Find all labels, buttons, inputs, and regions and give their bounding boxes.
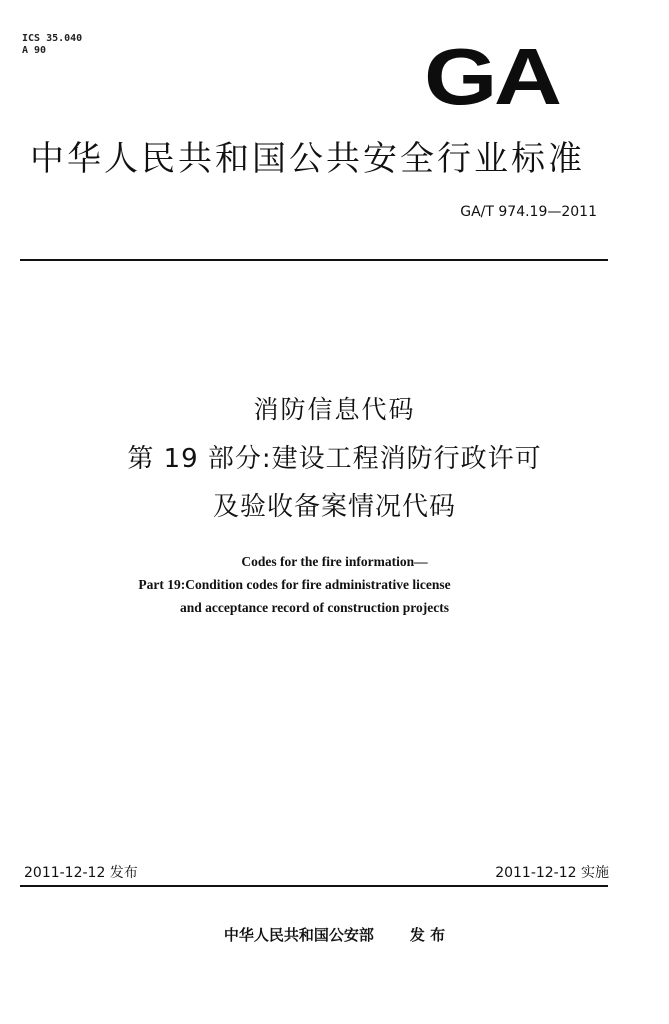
- ics-code: ICS 35.040: [22, 33, 83, 44]
- ga-logo: GA: [424, 32, 559, 121]
- title-en-line-2: Part 19:Condition codes for fire administrative license: [138, 577, 451, 592]
- standard-number: GA/T 974.19—2011: [460, 204, 597, 220]
- publisher-line: [0, 925, 669, 945]
- classification-codes: [22, 33, 82, 57]
- issue-date: 2011-12-12 发布: [24, 865, 138, 881]
- title-cn-line-2: 第 19 部分:建设工程消防行政许可: [127, 444, 542, 474]
- publisher-action: 发 布: [409, 926, 446, 944]
- title-en-line-3: and acceptance record of construction projects: [179, 600, 450, 615]
- ccs-code: A 90: [22, 45, 47, 56]
- header-divider: [20, 259, 608, 261]
- implementation-date: 2011-12-12 实施: [495, 865, 609, 881]
- footer-divider: [20, 885, 608, 887]
- title-cn-line-3: 及验收备案情况代码: [212, 492, 456, 522]
- standard-category-title: 中华人民共和国公共安全行业标准: [30, 139, 585, 179]
- title-en-line-1: Codes for the fire information—: [241, 554, 428, 569]
- title-cn-line-1: 消防信息代码: [253, 395, 416, 424]
- publisher-org: 中华人民共和国公安部: [223, 926, 374, 944]
